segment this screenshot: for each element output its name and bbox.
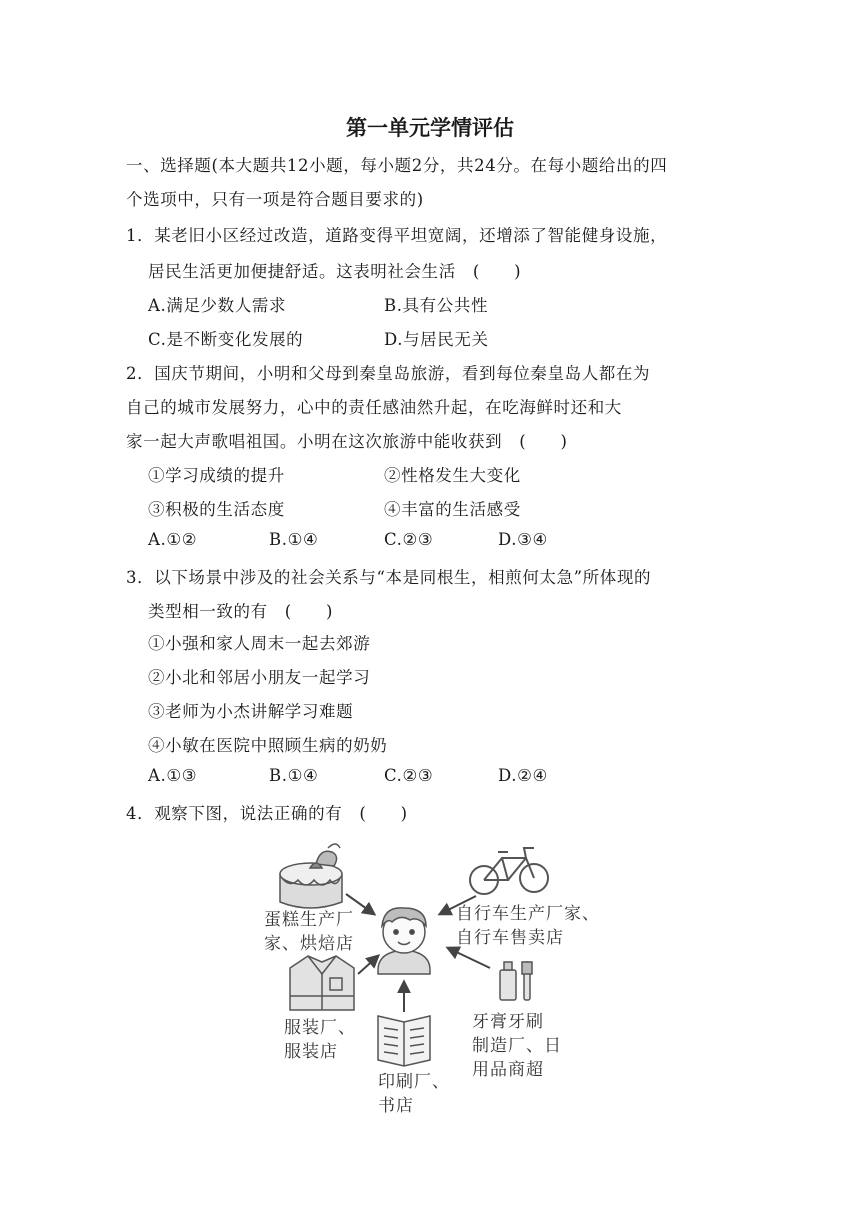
q2-item-4: ④丰富的生活感受 — [384, 500, 521, 519]
q1-option-c: C.是不断变化发展的 — [148, 330, 304, 349]
q3-item-4: ④小敏在医院中照顾生病的奶奶 — [148, 736, 388, 755]
page-title: 第一单元学情评估 — [346, 116, 514, 140]
section-heading-line1: 一、选择题(本大题共12小题，每小题2分，共24分。在每小题给出的四 — [126, 156, 668, 175]
q2-option-b: B.①④ — [269, 530, 319, 549]
q2-item-3: ③积极的生活态度 — [148, 500, 285, 519]
toothpaste-label-line1: 牙膏牙刷 — [472, 1012, 544, 1032]
bike-label-line1: 自行车生产厂家、 — [456, 904, 600, 924]
bike-label-line2: 自行车售卖店 — [456, 928, 564, 948]
q3-option-a: A.①③ — [148, 766, 198, 785]
section-heading-line2: 个选项中，只有一项是符合题目要求的) — [126, 190, 424, 209]
clothes-label-line2: 服装店 — [284, 1042, 338, 1062]
q3-option-c: C.②③ — [384, 766, 434, 785]
q3-item-1: ①小强和家人周末一起去郊游 — [148, 634, 371, 653]
clothes-icon — [290, 956, 354, 1010]
q2-stem-line1: 2．国庆节期间，小明和父母到秦皇岛旅游，看到每位秦皇岛人都在为 — [126, 364, 651, 383]
q3-stem-line2: 类型相一致的有 ( ) — [148, 602, 334, 621]
q2-option-c: C.②③ — [384, 530, 434, 549]
q1-option-b: B.具有公共性 — [384, 296, 489, 315]
book-label-line2: 书店 — [378, 1096, 414, 1116]
q2-stem-line3: 家一起大声歌唱祖国。小明在这次旅游中能收获到 ( ) — [126, 432, 568, 451]
book-icon — [378, 1016, 430, 1066]
q3-item-3: ③老师为小杰讲解学习难题 — [148, 702, 354, 721]
q2-item-1: ①学习成绩的提升 — [148, 466, 285, 485]
q1-stem-line2: 居民生活更加便捷舒适。这表明社会生活 ( ) — [148, 262, 522, 281]
person-icon — [378, 908, 430, 974]
cake-icon — [280, 844, 342, 908]
toothpaste-icon — [500, 962, 532, 1000]
q1-option-a: A.满足少数人需求 — [148, 296, 287, 315]
q1-stem-line1: 1．某老旧小区经过改造，道路变得平坦宽阔，还增添了智能健身设施， — [126, 226, 668, 245]
q3-stem-line1: 3．以下场景中涉及的社会关系与“本是同根生，相煎何太急”所体现的 — [126, 568, 652, 587]
q2-stem-line2: 自己的城市发展努力，心中的责任感油然升起，在吃海鲜时还和大 — [126, 398, 622, 417]
cake-label-line1: 蛋糕生产厂 — [264, 910, 354, 930]
q3-option-b: B.①④ — [269, 766, 319, 785]
book-label-line1: 印刷厂、 — [378, 1072, 450, 1092]
social-relations-figure — [250, 828, 620, 1118]
q3-item-2: ②小北和邻居小朋友一起学习 — [148, 668, 371, 687]
cake-label-line2: 家、烘焙店 — [264, 934, 354, 954]
clothes-label-line1: 服装厂、 — [284, 1018, 356, 1038]
q4-stem-line1: 4．观察下图，说法正确的有 ( ) — [126, 804, 408, 823]
q1-option-d: D.与居民无关 — [384, 330, 489, 349]
toothpaste-label-line2: 制造厂、日 — [472, 1036, 562, 1056]
toothpaste-label-line3: 用品商超 — [472, 1060, 544, 1080]
q2-item-2: ②性格发生大变化 — [384, 466, 521, 485]
q3-option-d: D.②④ — [498, 766, 548, 785]
q2-option-a: A.①② — [148, 530, 198, 549]
q2-option-d: D.③④ — [498, 530, 548, 549]
bicycle-icon — [470, 848, 548, 894]
